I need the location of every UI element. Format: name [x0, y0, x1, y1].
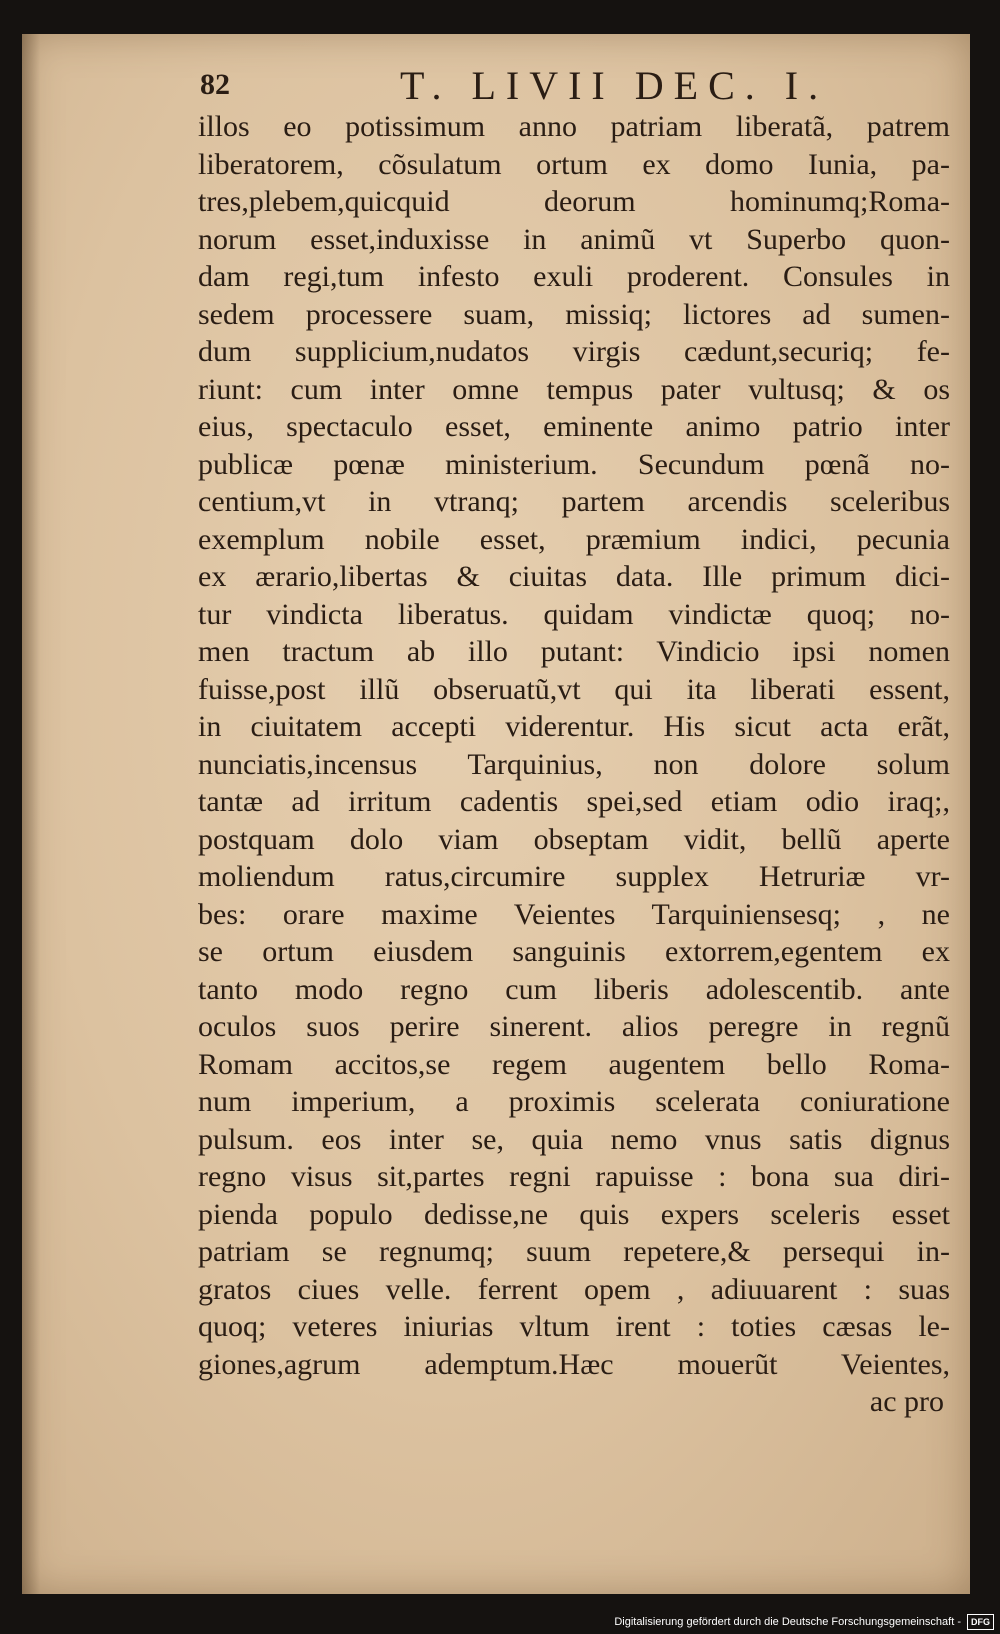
- page-number: 82: [200, 68, 230, 101]
- text-line: illos eo potissimum anno patriam liberatã, patrem: [198, 110, 950, 143]
- text-line: bes: orare maxime Veientes Tarquiniensesq; , ne: [198, 897, 950, 931]
- text-line: norum esset,induxisse in animũ vt Superbo quon-: [198, 222, 950, 256]
- text-line: patriam se regnumq; suum repetere,& persequi in-: [198, 1235, 950, 1268]
- text-line: tur vindicta liberatus. quidam vindictæ quoq; no-: [198, 597, 950, 631]
- text-line: fuisse,post illũ obseruatũ,vt qui ita liberati essent,: [198, 672, 950, 706]
- text-line: moliendum ratus,circumire supplex Hetruriæ vr-: [198, 860, 950, 893]
- text-line: pienda populo dedisse,ne quis expers sceleris esset: [198, 1197, 950, 1231]
- text-line: se ortum eiusdem sanguinis extorrem,egentem ex: [198, 935, 950, 968]
- text-line: exemplum nobile esset, præmium indici, pecunia: [198, 522, 950, 556]
- text-line: dam regi,tum infesto exuli proderent. Consules in: [198, 260, 950, 293]
- text-line: Romam accitos,se regem augentem bello Roma-: [198, 1047, 950, 1081]
- text-line: riunt: cum inter omne tempus pater vultusq; & os: [198, 372, 950, 406]
- text-line: gratos ciues velle. ferrent opem , adiuuarent : suas: [198, 1272, 950, 1306]
- text-line: tres,plebem,quicquid deorum hominumq;Roma-: [198, 185, 950, 218]
- text-line: centium,vt in vtranq; partem arcendis sceleribus: [198, 485, 950, 518]
- text-body: [198, 108, 950, 1421]
- text-line: dum supplicium,nudatos virgis cædunt,securiq; fe-: [198, 335, 950, 368]
- text-line: tantæ ad irritum cadentis spei,sed etiam odio iraq;,: [198, 785, 950, 818]
- text-line: regno visus sit,partes regni rapuisse : bona sua diri-: [198, 1160, 950, 1193]
- text-line: liberatorem, cõsulatum ortum ex domo Iunia, pa-: [198, 147, 950, 181]
- credit-text: Digitalisierung gefördert durch die Deutsche Forschungsgemeinschaft -: [614, 1616, 961, 1628]
- text-line: in ciuitatem accepti viderentur. His sicut acta erãt,: [198, 710, 950, 743]
- catchword: ac pro: [869, 1385, 944, 1418]
- text-line: postquam dolo viam obseptam vidit, bellũ aperte: [198, 822, 950, 856]
- text-line: tanto modo regno cum liberis adolescentib. ante: [198, 972, 950, 1006]
- text-line: giones,agrum ademptum.Hæc mouerũt Veientes,: [198, 1347, 950, 1381]
- text-line: nunciatis,incensus Tarquinius, non dolore solum: [198, 747, 950, 781]
- running-head-title: T. LIVII DEC. I.: [400, 63, 829, 108]
- text-line: num imperium, a proximis scelerata coniuratione: [198, 1085, 950, 1118]
- running-head: [200, 62, 920, 112]
- digitization-credit: [614, 1614, 994, 1630]
- text-line: ex ærario,libertas & ciuitas data. Ille primum dici-: [198, 560, 950, 593]
- text-line: men tractum ab illo putant: Vindicio ipsi nomen: [198, 635, 950, 668]
- paper-page: [22, 34, 970, 1594]
- text-line: eius, spectaculo esset, eminente animo patrio inter: [198, 410, 950, 443]
- text-line: sedem processere suam, missiq; lictores ad sumen-: [198, 297, 950, 331]
- dfg-logo: DFG: [967, 1614, 994, 1630]
- text-line: oculos suos perire sinerent. alios peregre in regnũ: [198, 1010, 950, 1043]
- text-line: pulsum. eos inter se, quia nemo vnus satis dignus: [198, 1122, 950, 1156]
- text-line: quoq; veteres iniurias vltum irent : toties cæsas le-: [198, 1310, 950, 1343]
- text-line: publicæ pœnæ ministerium. Secundum pœnã no-: [198, 447, 950, 481]
